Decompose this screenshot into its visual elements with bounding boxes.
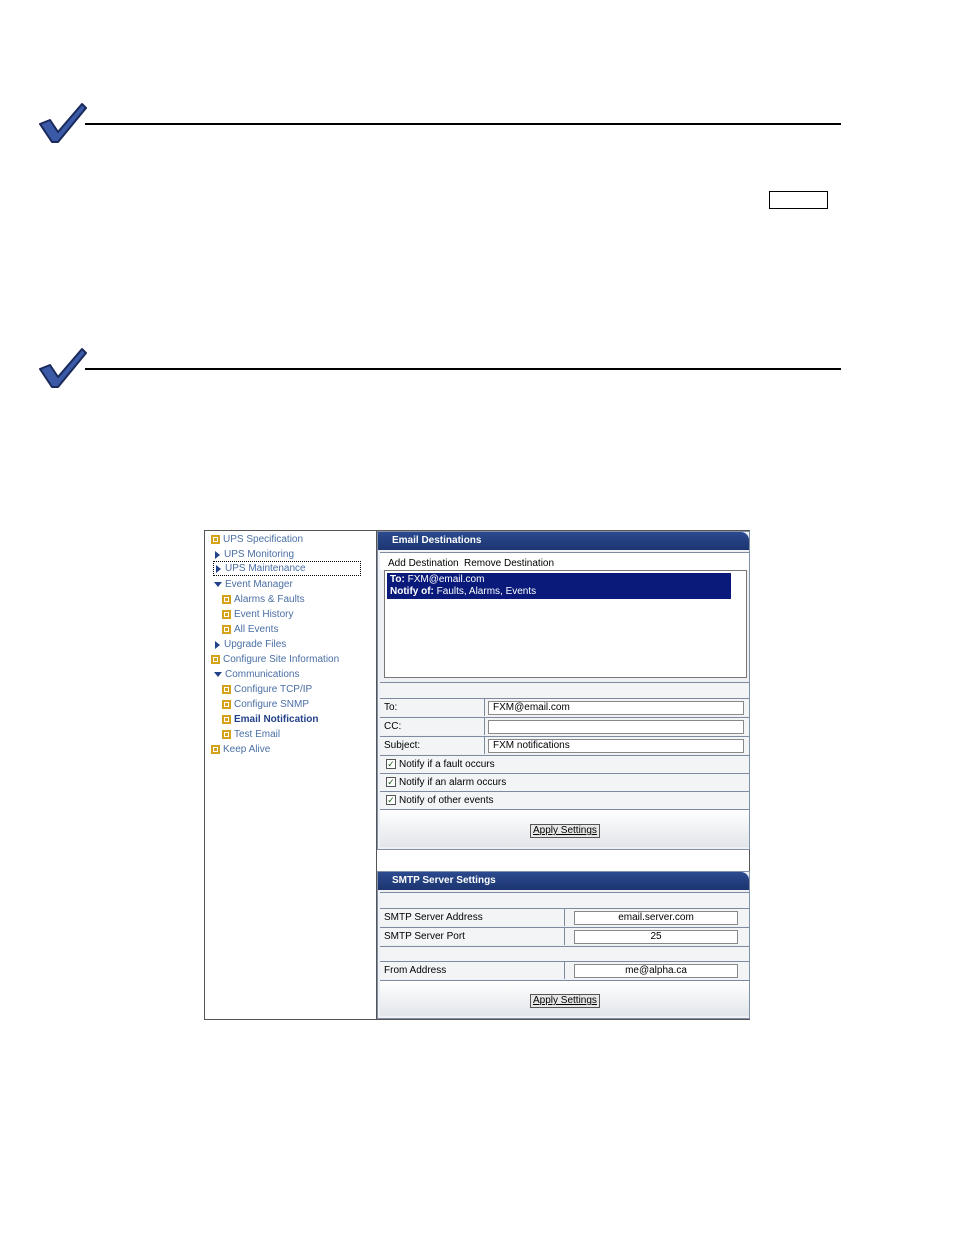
smtp-address-input[interactable]: email.server.com <box>574 911 738 925</box>
email-footer <box>380 809 749 847</box>
expand-icon <box>216 565 221 573</box>
checkmark-icon <box>38 102 88 144</box>
cc-input[interactable] <box>488 720 744 734</box>
collapse-icon <box>214 582 222 587</box>
page-icon <box>211 535 220 544</box>
page-icon <box>222 625 231 634</box>
smtp-settings-panel <box>377 871 750 1019</box>
notify-alarm-row: ✓ Notify if an alarm occurs <box>380 773 749 791</box>
smtp-port-input[interactable]: 25 <box>574 930 738 944</box>
form-spacer-row <box>380 946 749 961</box>
ui-screenshot <box>204 530 750 1020</box>
panel-title: SMTP Server Settings <box>378 872 749 890</box>
page-icon <box>222 730 231 739</box>
smtp-footer <box>380 980 749 1016</box>
from-address-row: From Address me@alpha.ca <box>380 961 749 979</box>
nav-item-upgrade-files[interactable]: Upgrade Files <box>213 637 286 652</box>
notify-fault-row: ✓ Notify if a fault occurs <box>380 755 749 773</box>
remove-destination-button[interactable]: Remove Destination <box>464 558 555 569</box>
subject-row: Subject: FXM notifications <box>380 736 749 754</box>
page-icon <box>222 685 231 694</box>
nav-item-keep-alive[interactable]: Keep Alive <box>211 742 270 757</box>
nav-item-event-history[interactable]: Event History <box>222 607 293 622</box>
notify-other-checkbox[interactable]: ✓ <box>387 795 395 805</box>
list-item-selected[interactable]: To: FXM@email.com Notify of: Faults, Alarms, Events <box>387 573 731 599</box>
notify-alarm-checkbox[interactable]: ✓ <box>387 777 395 787</box>
nav-item-event-manager[interactable]: Event Manager <box>213 577 293 592</box>
nav-item-configure-tcpip[interactable]: Configure TCP/IP <box>222 682 312 697</box>
form-spacer-row <box>380 682 749 698</box>
destination-list[interactable] <box>384 570 747 678</box>
notify-other-row: ✓ Notify of other events <box>380 791 749 809</box>
smtp-port-row: SMTP Server Port 25 <box>380 927 749 945</box>
from-address-input[interactable]: me@alpha.ca <box>574 964 738 978</box>
sidebar-nav <box>205 531 377 1019</box>
checkmark-icon <box>38 347 88 389</box>
expand-icon <box>215 551 220 559</box>
to-row: To: FXM@email.com <box>380 698 749 716</box>
destination-toolbar <box>380 552 749 570</box>
expand-icon <box>215 641 220 649</box>
collapse-icon <box>214 672 222 677</box>
apply-settings-button[interactable]: Apply Settings <box>530 994 600 1008</box>
email-destinations-panel <box>377 531 750 850</box>
page-icon <box>211 745 220 754</box>
page-icon <box>222 610 231 619</box>
notify-fault-checkbox[interactable]: ✓ <box>387 759 395 769</box>
nav-item-alarms-faults[interactable]: Alarms & Faults <box>222 592 305 607</box>
cc-row: CC: <box>380 717 749 735</box>
page-icon <box>211 655 220 664</box>
subject-input[interactable]: FXM notifications <box>488 739 744 753</box>
page-icon <box>222 595 231 604</box>
apply-settings-button[interactable]: Apply Settings <box>530 824 600 838</box>
section-divider <box>85 368 841 370</box>
nav-item-all-events[interactable]: All Events <box>222 622 278 637</box>
smtp-address-row: SMTP Server Address email.server.com <box>380 908 749 926</box>
page-icon <box>222 715 231 724</box>
nav-item-configure-site-information[interactable]: Configure Site Information <box>211 652 339 667</box>
form-spacer-row <box>380 892 749 908</box>
nav-item-ups-specification[interactable]: UPS Specification <box>211 532 303 547</box>
page-icon <box>222 700 231 709</box>
add-destination-button[interactable]: Add Destination <box>388 558 459 569</box>
panel-title: Email Destinations <box>378 532 749 550</box>
nav-item-test-email[interactable]: Test Email <box>222 727 280 742</box>
nav-item-email-notification[interactable]: Email Notification <box>222 712 318 727</box>
nav-item-ups-monitoring[interactable]: UPS Monitoring <box>213 547 294 562</box>
nav-item-configure-snmp[interactable]: Configure SNMP <box>222 697 309 712</box>
empty-box <box>769 191 828 209</box>
to-input[interactable]: FXM@email.com <box>488 701 744 715</box>
section-divider <box>85 123 841 125</box>
nav-item-ups-maintenance[interactable]: UPS Maintenance <box>213 561 361 576</box>
nav-item-communications[interactable]: Communications <box>213 667 299 682</box>
